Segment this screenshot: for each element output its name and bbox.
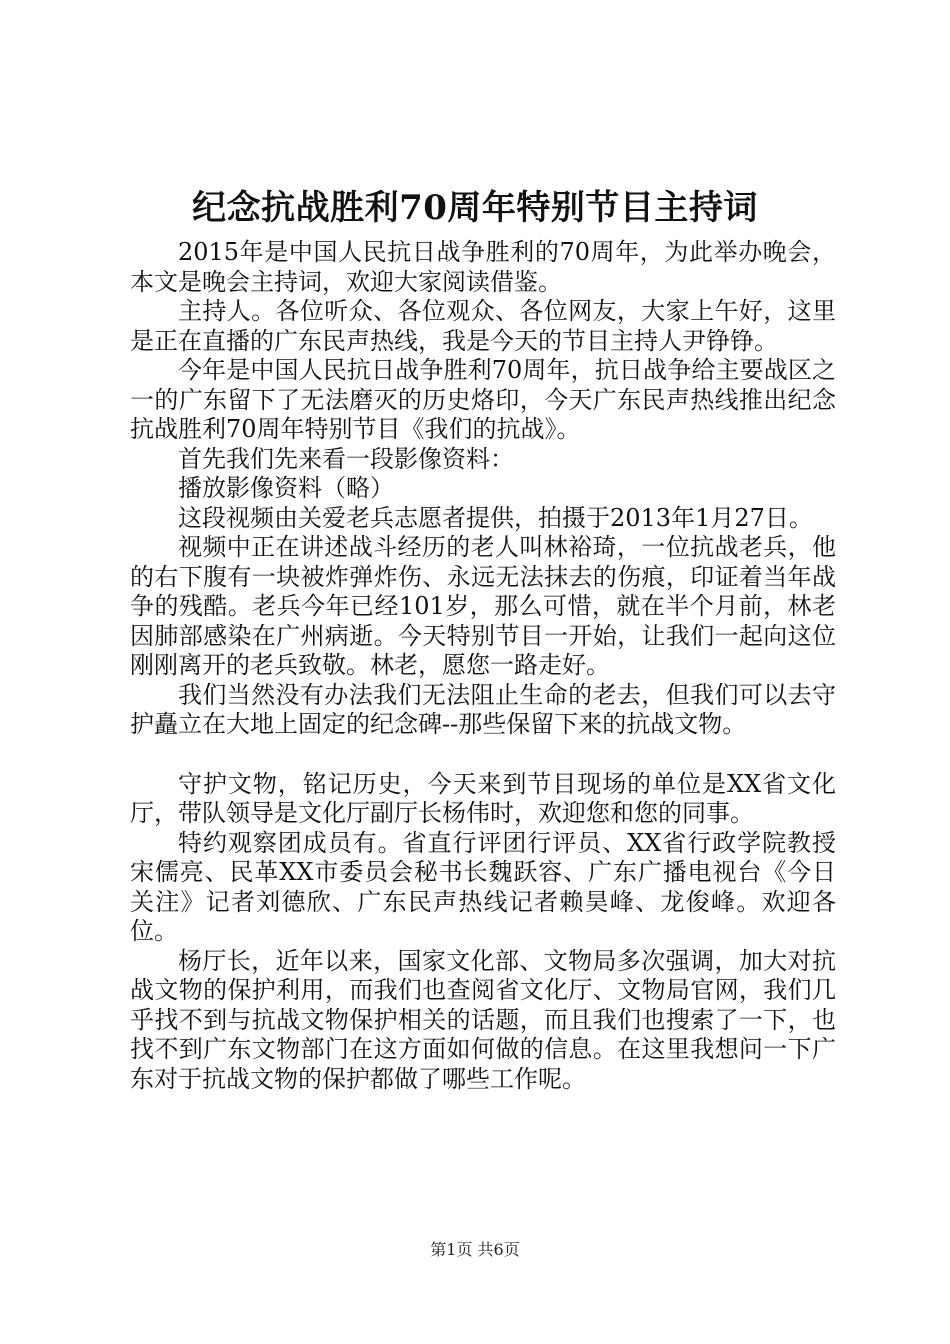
- paragraph-protect-relics: 我们当然没有办法我们无法阻止生命的老去，但我们可以去守护矗立在大地上固定的纪念碑--那些保留下来的抗战文物。: [130, 680, 836, 738]
- paragraph-veteran-story: 视频中正在讲述战斗经历的老人叫林裕琦，一位抗战老兵，他的右下腹有一块被炸弹炸伤、永远无法抹去的伤痕，印证着当年战争的残酷。老兵今年已经101岁，那么可惜，就在半个月前，林老因肺部感染在广州病逝。今天特别节目一开始，让我们一起向这位刚刚离开的老兵致敬。林老，愿您一路走好。: [130, 533, 836, 679]
- paragraph-observers: 特约观察团成员有。省直行评团行评员、XX省行政学院教授宋儒亮、民革XX市委员会秘书长魏跃容、广东广播电视台《今日关注》记者刘德欣、广东民声热线记者赖昊峰、龙俊峰。欢迎各位。: [130, 828, 836, 945]
- document-body: [130, 238, 836, 1094]
- paragraph-video-source: 这段视频由关爱老兵志愿者提供，拍摄于2013年1月27日。: [178, 503, 813, 532]
- paragraph-video-play: 播放影像资料（略）: [178, 474, 394, 502]
- paragraph-guest-unit: 守护文物，铭记历史，今天来到节目现场的单位是XX省文化厅，带队领导是文化厅副厅长杨伟时，欢迎您和您的同事。: [130, 769, 836, 827]
- paragraph-host-greeting: 主持人。各位听众、各位观众、各位网友，大家上午好，这里是正在直播的广东民声热线，我是今天的节目主持人尹铮铮。: [130, 297, 836, 355]
- page-footer: 第1页 共6页: [430, 1240, 520, 1259]
- page-title: 纪念抗战胜利70周年特别节目主持词: [192, 188, 758, 228]
- paragraph-intro: 2015年是中国人民抗日战争胜利的70周年，为此举办晚会，本文是晚会主持词，欢迎大家阅读借鉴。: [130, 238, 836, 296]
- paragraph-video-lead: 首先我们先来看一段影像资料：: [178, 444, 514, 473]
- paragraph-program-intro: 今年是中国人民抗日战争胜利70周年，抗日战争给主要战区之一的广东留下了无法磨灭的历史烙印，今天广东民声热线推出纪念抗战胜利70周年特别节目《我们的抗战》。: [130, 356, 836, 443]
- paragraph-question: 杨厅长，近年以来，国家文化部、文物局多次强调，加大对抗战文物的保护利用，而我们也查阅省文化厅、文物局官网，我们几乎找不到与抗战文物保护相关的话题，而且我们也搜索了一下，也找不到广东文物部门在这方面如何做的信息。在这里我想问一下广东对于抗战文物的保护都做了哪些工作呢。: [130, 946, 836, 1093]
